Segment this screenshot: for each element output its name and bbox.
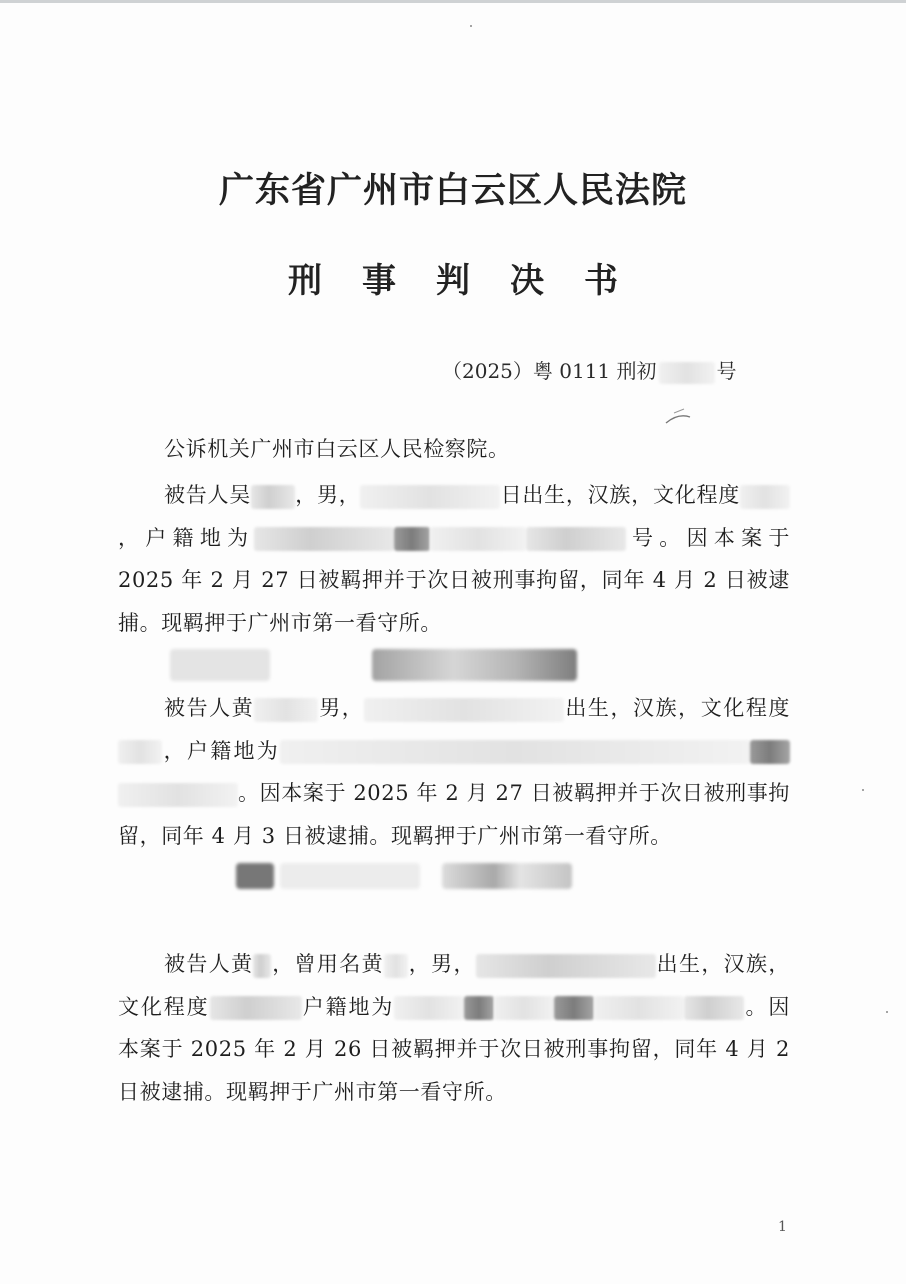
redaction-block <box>118 783 238 807</box>
prosecutor-line: 公诉机关广州市白云区人民检察院。 <box>164 437 510 461</box>
redaction-block <box>254 698 318 722</box>
redaction-block <box>476 954 656 978</box>
redaction-block <box>526 527 626 551</box>
page-number: 1 <box>778 1219 787 1235</box>
redaction-block <box>251 485 295 509</box>
defendant-3-text: 。因本案于 2025 年 2 月 26 日被羁押并于次日被刑事拘留，同年 4 月 2 日被逮捕。现羁押于广州市第一看守所。 <box>118 994 791 1104</box>
defendant-1-text: ，男， <box>295 483 361 507</box>
court-name: 广东省广州市白云区人民法院 <box>218 170 687 211</box>
redaction-block <box>430 527 526 551</box>
defendant-2-text: ，户籍地为 <box>162 738 280 763</box>
redaction-block <box>684 996 744 1020</box>
redaction-block <box>170 649 270 681</box>
redaction-block <box>394 527 430 551</box>
redaction-block <box>750 740 790 764</box>
scan-speck <box>862 789 864 791</box>
redaction-block <box>118 740 162 764</box>
defendant-1-text: 号。因本案于 2025 年 2 月 27 日被羁押并于次日被刑事拘留，同年 4 月 2 日被逮捕。现羁押于广州市第一看守所。 <box>118 525 790 635</box>
case-number <box>442 355 737 384</box>
redaction-block <box>394 996 464 1020</box>
defendant-3-text: ，曾用名黄 <box>271 952 384 976</box>
case-number-prefix: （2025）粤 0111 刑初 <box>442 359 657 383</box>
defendant-1-text: ，户籍地为 <box>118 525 255 550</box>
case-number-suffix: 号 <box>716 359 737 383</box>
redaction-block <box>254 527 394 551</box>
defendant-2-text: 。因本案于 2025 年 2 月 27 日被羁押并于次日被刑事拘留，同年 4 月 3 日被逮捕。现羁押于广州市第一看守所。 <box>118 781 790 848</box>
redaction-block <box>236 863 274 889</box>
defendant-2-label: 被告人黄 <box>164 696 255 720</box>
defendant-2-text: 出生，汉族，文化程度 <box>564 696 790 720</box>
redaction-block <box>554 996 594 1020</box>
redaction-block <box>372 649 577 681</box>
redaction-block <box>442 863 572 889</box>
defendant-1-label: 被告人吴 <box>164 483 252 507</box>
defendant-3-paragraph <box>118 943 790 1113</box>
defendant-3-label: 被告人黄 <box>164 952 254 976</box>
redaction-block <box>659 362 715 384</box>
defendant-3-text: ，男， <box>408 952 476 976</box>
scan-speck <box>886 1011 888 1013</box>
defendant-1-text: 日出生，汉族，文化程度 <box>500 483 740 507</box>
redaction-block <box>280 863 420 889</box>
redaction-block <box>280 740 750 764</box>
redaction-block <box>594 996 684 1020</box>
redaction-block <box>360 485 500 509</box>
redaction-block <box>384 954 408 978</box>
document-type-title: 刑事判决书 <box>288 261 658 301</box>
defendant-3-text: 户籍地为 <box>301 994 395 1019</box>
redaction-block <box>210 996 302 1020</box>
defendant-2-paragraph <box>118 687 790 857</box>
redaction-block <box>740 485 790 509</box>
scan-speck <box>470 25 472 27</box>
redaction-block <box>464 996 494 1020</box>
defendant-1-paragraph <box>118 474 790 644</box>
defendant-3-text: 出生，汉族，文化程度 <box>118 952 790 1019</box>
defendant-2-text: 男， <box>318 696 365 720</box>
redaction-block <box>494 996 554 1020</box>
redaction-block <box>364 698 564 722</box>
redaction-block <box>253 954 271 978</box>
